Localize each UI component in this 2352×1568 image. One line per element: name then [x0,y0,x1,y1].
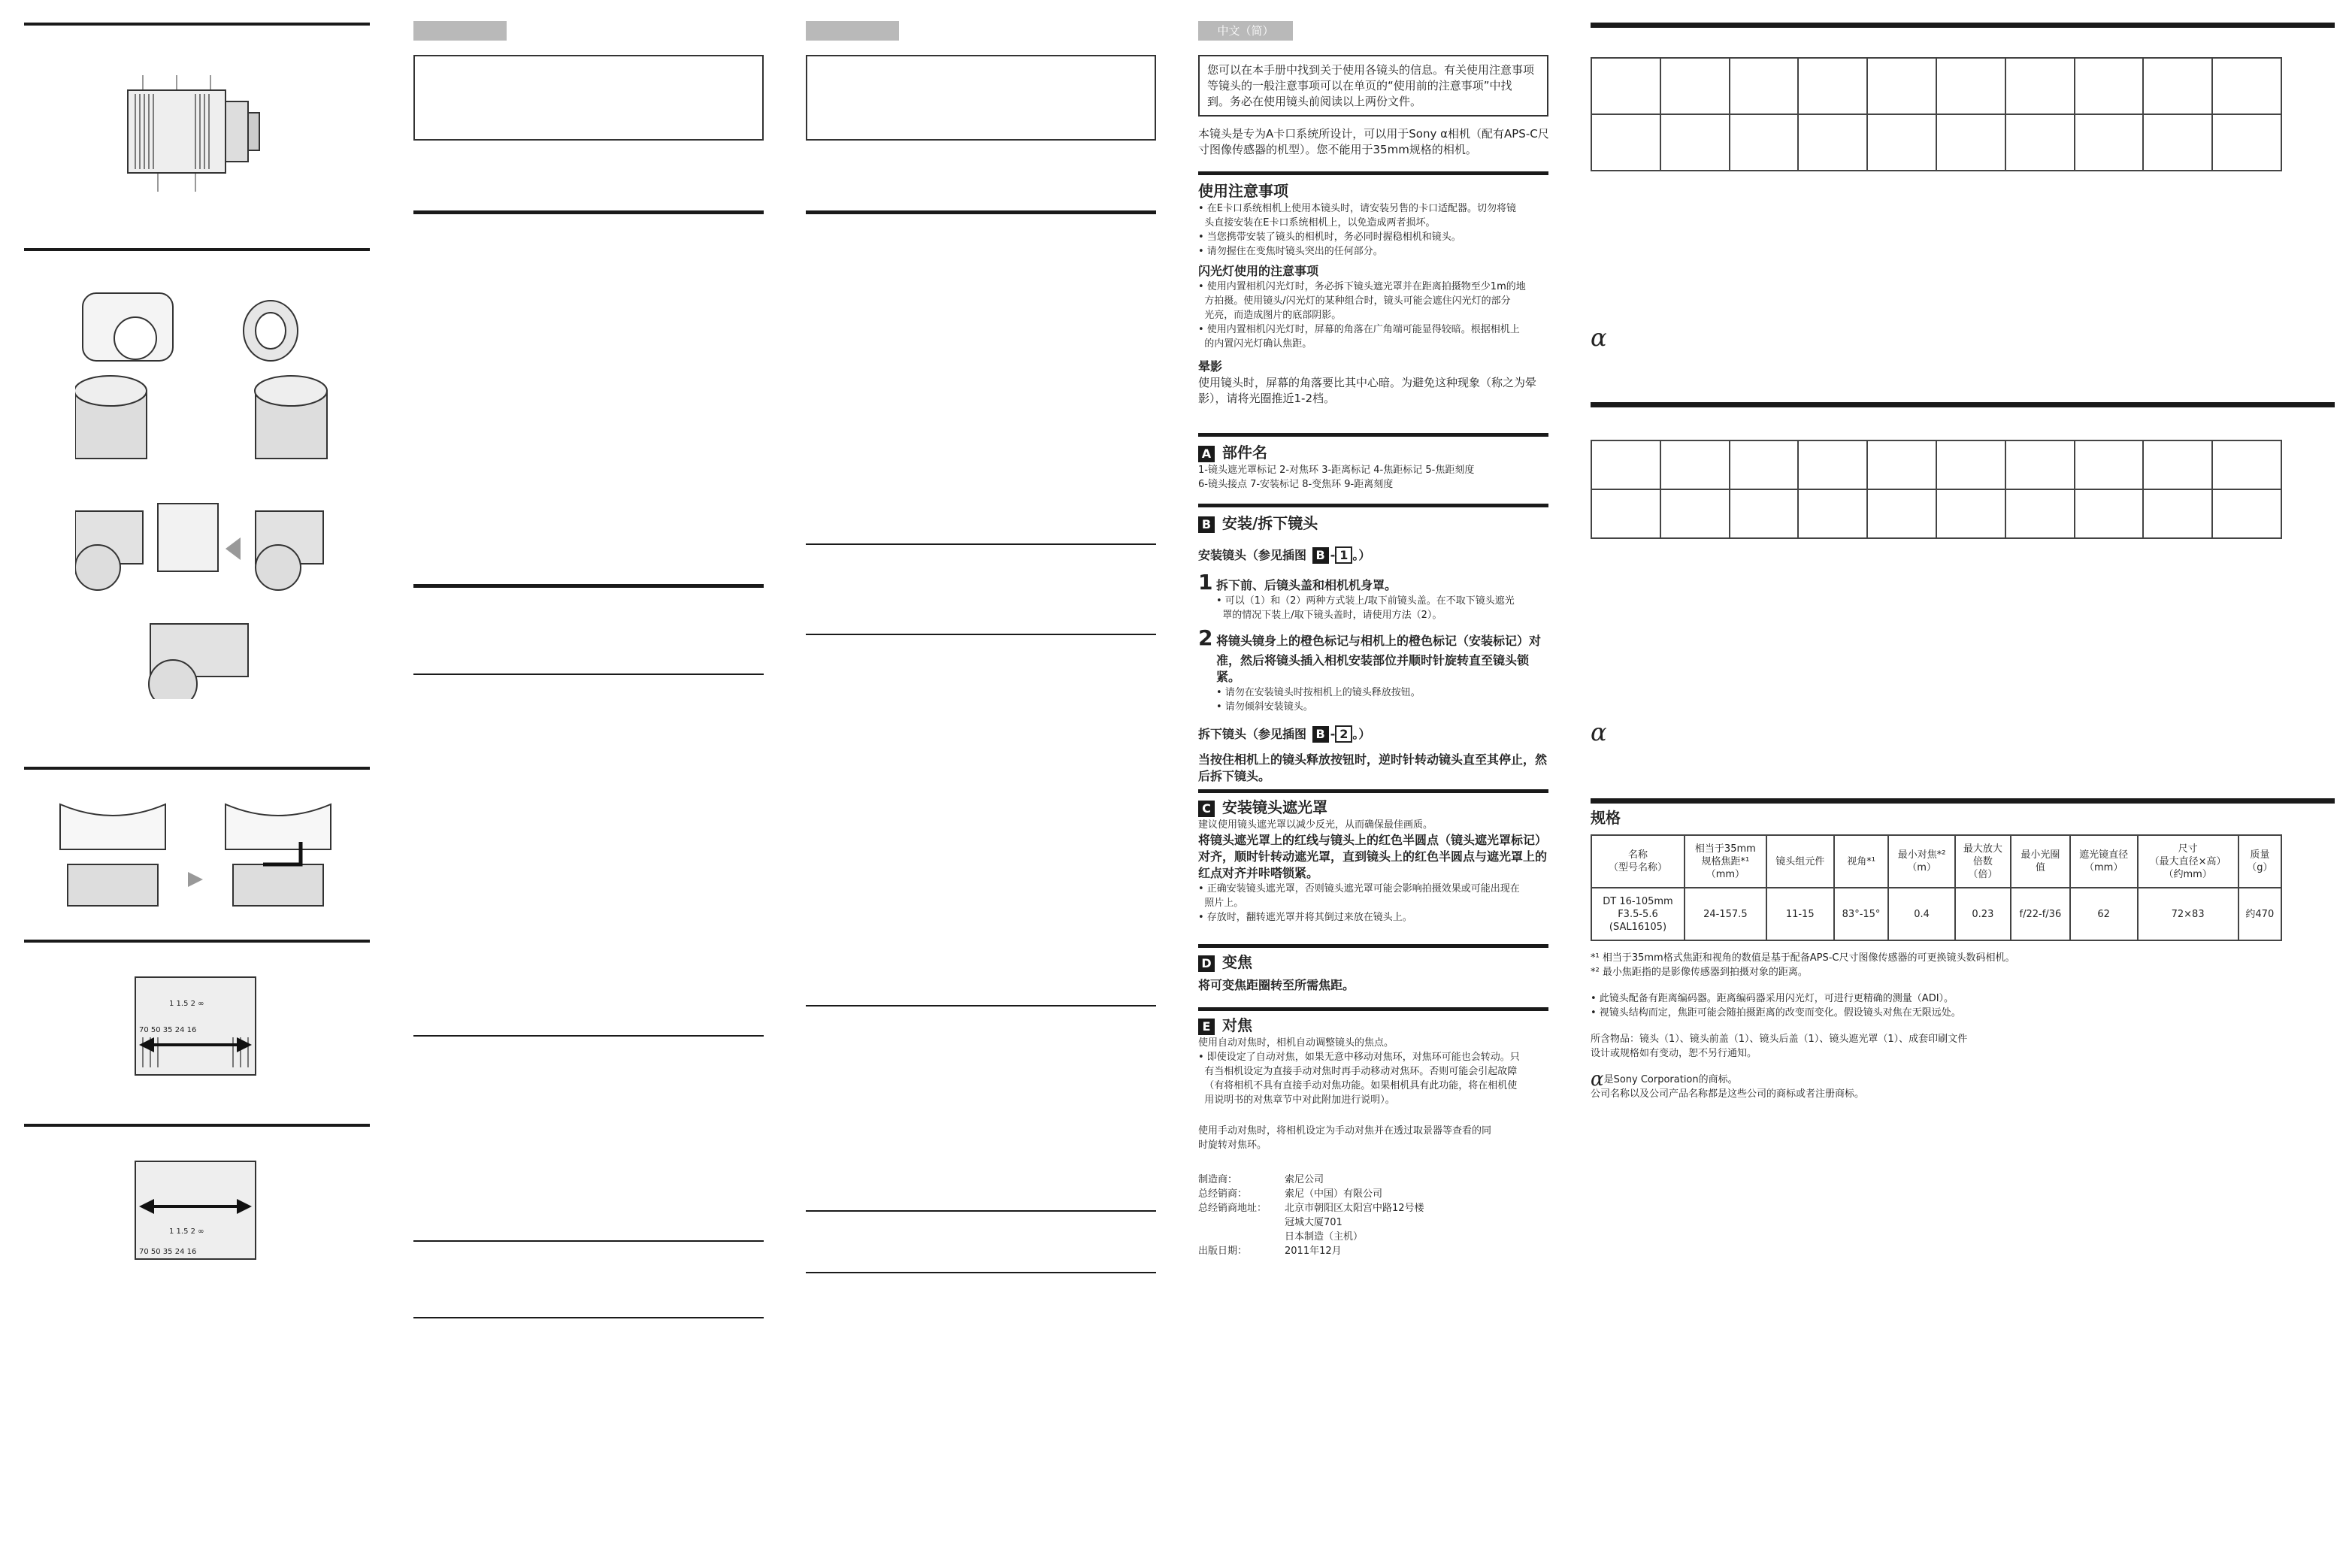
manual-focus-text: 使用手动对焦时，将相机设定为手动对焦并在透过取景器等查看的同 [1198,1125,1492,1137]
step2-text: 准，然后将镜头插入相机安装部位并顺时针旋转直至镜头锁紧。 [1216,653,1530,684]
flash-bullet: 方拍摄。使用镜头/闪光灯的某种组合时，镜头可能会遮住闪光灯的部分 [1198,295,1511,307]
intro-box-blank-2 [806,55,1156,141]
alpha-logo-1: α [1591,323,1607,352]
focus-bullet: 用说明书的对焦章节中对此附加进行说明）。 [1198,1094,1395,1106]
flash-bullet: 的内置闪光灯确认焦距。 [1198,338,1312,350]
design-note: 设计或规格如有变动，恕不另行通知。 [1591,1048,1757,1059]
intro-box-blank-1 [413,55,764,141]
spec-bullet: • 视镜头结构而定，焦距可能会随拍摄距离的改变而变化。假设镜头对焦在无限远处。 [1591,1007,1961,1019]
focus-bullet: • 即使设定了自动对焦，如果无意中移动对焦环，对焦环可能也会转动。只 [1198,1052,1520,1063]
attach-lens-illustrations [75,278,331,699]
spec-header: 遮光镜直径 （mm） [2070,835,2138,888]
section-e-title: 对焦 [1222,1016,1252,1034]
alpha-logo-2: α [1591,718,1607,746]
col2-rule-4 [413,1035,764,1037]
section-letter: E [1198,1019,1215,1035]
col2-rule-6 [413,1317,764,1318]
spec-header: 最小光圈 值 [2011,835,2070,888]
section-c-title: 安装镜头遮光罩 [1222,798,1327,816]
trademark-text: 是Sony Corporation的商标。 [1603,1074,1738,1085]
section-rule-a [24,23,370,26]
spec-value: f/22-f/36 [2011,888,2070,940]
company-value: 索尼公司 [1285,1174,1324,1185]
spec-header: 镜头组元件 [1766,835,1834,888]
spec-rule-1 [1591,23,2335,28]
intro-paragraph [1198,126,1549,158]
col2-rule-3 [413,674,764,675]
ref-suffix: 。） [1352,548,1371,562]
precaution-bullet: • 在E卡口系统相机上使用本镜头时，请安装另售的卡口适配器。切勿将镜 [1198,203,1517,214]
col2-rule-2 [413,584,764,588]
intro-box [1198,55,1548,117]
section-c-rule [1198,789,1548,793]
flash-bullet: • 使用内置相机闪光灯时，屏幕的角落在广角端可能显得较暗。根据相机上 [1198,324,1520,335]
hood-instruction: 对齐，顺时针转动遮光罩，直到镜头上的红色半圆点与遮光罩上的 [1198,849,1548,864]
section-letter: A [1198,446,1215,462]
section-rule-c [24,767,370,770]
parts-line: 6-镜头接点 7-安装标记 8-变焦环 9-距离刻度 [1198,479,1394,490]
attach-title-text: 安装镜头（参见插图 [1198,548,1307,562]
focus-bullet: （有将相机不具有直接手动对焦功能。如果相机具有此功能，将在相机使 [1198,1080,1518,1091]
spec-rule-2 [1591,402,2335,407]
ref-letter: B [1312,547,1329,564]
section-letter: B [1198,516,1215,533]
spec-header: 名称 （型号名称） [1591,835,1685,888]
spec-value: 83°-15° [1834,888,1889,940]
flash-bullet: 光亮，而造成图片的底部阴影。 [1198,310,1342,321]
spec-value: 0.4 [1888,888,1954,940]
specs-table [1591,834,2282,941]
spec-value: 11-15 [1766,888,1834,940]
section-rule-e [24,1124,370,1127]
spec-value: DT 16-105mm F3.5-5.6 (SAL16105) [1591,888,1685,940]
col2-rule-1 [413,210,764,214]
spec-note: *¹ 相当于35mm格式焦距和视角的数值是基于配备APS-C尺寸图像传感器的可更换镜头数码相机。 [1591,952,2015,964]
vignette-text: 使用镜头时，屏幕的角落要比其中心暗。为避免这种现象（称之为晕 [1198,376,1537,389]
intro-para-line: 寸图像传感器的机型）。您不能用于35mm规格的相机。 [1198,143,1477,156]
section-a-title: 部件名 [1222,443,1267,462]
section-e-rule [1198,1007,1548,1011]
intro-para-line: 本镜头是专为A卡口系统所设计，可以用于Sony α相机（配有APS-C尺 [1198,127,1549,141]
blank-spec-table-2 [1591,440,2282,539]
flash-bullet: • 使用内置相机闪光灯时，务必拆下镜头遮光罩并在距离拍摄物至少1m的地 [1198,281,1526,292]
precautions-rule [1198,171,1548,175]
zoom-distance-scale: 1 1.5 2 ∞ [169,1000,204,1008]
detach-text: 后拆下镜头。 [1198,769,1271,783]
company-value: 冠城大厦701 [1285,1217,1342,1228]
manual-focus-text: 时旋转对焦环。 [1198,1140,1267,1151]
section-c [1198,797,1548,925]
intro-line: 等镜头的一般注意事项可以在单页的“使用前的注意事项”中找 [1207,79,1512,92]
zoom-focal-scale: 70 50 35 24 16 [139,1026,197,1034]
spec-note: *² 最小焦距指的是影像传感器到拍摄对象的距离。 [1591,967,1808,978]
company-value: 日本制造（主机） [1285,1231,1364,1243]
company-label: 制造商： [1198,1174,1238,1185]
spec-header: 相当于35mm 规格焦距*¹ （mm） [1685,835,1766,888]
spec-value: 约470 [2238,888,2281,940]
company-value: 2011年12月 [1285,1246,1342,1257]
detach-title-text: 拆下镜头（参见插图 [1198,727,1307,741]
hood-illustration [53,797,353,910]
section-rule-d [24,940,370,943]
section-d [1198,952,1548,994]
hood-bullet: 照片上。 [1198,898,1244,909]
section-d-title: 变焦 [1222,953,1252,971]
spec-value: 0.23 [1955,888,2011,940]
section-letter: C [1198,801,1215,817]
company-value: 索尼（中国）有限公司 [1285,1188,1383,1200]
section-d-rule [1198,944,1548,948]
focus-bullet: 有当相机设定为直接手动对焦时再手动移动对焦环。否则可能会引起故障 [1198,1066,1518,1077]
hood-bullet: • 存放时，翻转遮光罩并将其倒过来放在镜头上。 [1198,912,1412,923]
step1-bullet: 罩的情况下装上/取下镜头盖时，请使用方法（2）。 [1216,610,1442,621]
precautions-section [1198,180,1548,407]
col3-rule-6 [806,1272,1156,1273]
company-info [1198,1173,1548,1258]
detach-text: 当按住相机上的镜头释放按钮时，逆时针转动镜头直至其停止，然 [1198,752,1548,767]
spec-header: 最小对焦*² （m） [1888,835,1954,888]
section-b-rule [1198,504,1548,507]
company-label: 总经销商地址： [1198,1203,1267,1214]
vignette-text: 影），请将光圈推近1-2档。 [1198,392,1336,405]
col3-rule-3 [806,634,1156,635]
specs-notes [1591,951,2335,1101]
precautions-title: 使用注意事项 [1198,182,1288,200]
zoom-text: 将可变焦距圈转至所需焦距。 [1198,978,1355,992]
focus-text: 使用自动对焦时，相机自动调整镜头的焦点。 [1198,1037,1394,1049]
ref-number: 1 [1335,546,1352,564]
spec-bullet: • 此镜头配备有距离编码器。距离编码器采用闪光灯，可进行更精确的测量（ADI）。 [1591,993,1954,1004]
step1-text: 拆下前、后镜头盖和相机机身罩。 [1216,578,1397,592]
specs-title: 规格 [1591,809,1621,827]
company-label: 总经销商： [1198,1188,1248,1200]
section-e [1198,1015,1548,1152]
col3-rule-5 [806,1210,1156,1212]
step2-bullet: • 请勿倾斜安装镜头。 [1216,701,1313,713]
col3-rule-4 [806,1005,1156,1006]
company-label: 出版日期： [1198,1246,1248,1257]
specs-value-row [1591,888,2281,940]
intro-line: 您可以在本手册中找到关于使用各镜头的信息。有关使用注意事项 [1207,63,1535,77]
detach-title: 拆下镜头（参见插图 B - 2 。） [1198,727,1371,741]
step1-bullet: • 可以（1）和（2）两种方式装上/取下前镜头盖。在不取下镜头遮光 [1216,595,1515,607]
company-value: 北京市朝阳区太阳宫中路12号楼 [1285,1203,1424,1214]
lang-tab-chinese: 中文（简） [1198,21,1293,41]
section-rule-b [24,248,370,251]
spec-header: 质量 （g） [2238,835,2281,888]
parts-line: 1-镜头遮光罩标记 2-对焦环 3-距离标记 4-焦距标记 5-焦距刻度 [1198,465,1475,476]
spec-value: 72×83 [2138,888,2238,940]
hood-instruction: 红点对齐并咔嗒锁紧。 [1198,866,1319,880]
intro-line: 到。务必在使用镜头前阅读以上两份文件。 [1207,95,1422,108]
ref-suffix: 。） [1352,727,1371,741]
ref-number: 2 [1335,725,1352,743]
step-number: 2 [1198,625,1213,650]
section-a [1198,442,1548,492]
precaution-bullet: • 当您携带安装了镜头的相机时，务必同时握稳相机和镜头。 [1198,232,1461,243]
hood-bullet: • 正确安装镜头遮光罩，否则镜头遮光罩可能会影响拍摄效果或可能出现在 [1198,883,1520,894]
hood-intro: 建议使用镜头遮光罩以减少反光，从而确保最佳画质。 [1198,819,1433,831]
focus-distance-scale: 1 1.5 2 ∞ [169,1227,204,1236]
spec-header: 尺寸 （最大直径×高） （约mm） [2138,835,2238,888]
flash-title: 闪光灯使用的注意事项 [1198,264,1319,278]
blank-spec-table-1 [1591,57,2282,171]
specs-header-row [1591,835,2281,888]
col3-rule-2 [806,543,1156,545]
ref-letter: B [1312,726,1329,743]
section-b-title: 安装/拆下镜头 [1222,514,1318,532]
lens-parts-illustration [113,68,286,203]
step-number: 1 [1198,570,1213,595]
spec-value: 24-157.5 [1685,888,1766,940]
step2-text: 将镜头镜身上的橙色标记与相机上的橙色标记（安装标记）对 [1216,634,1542,648]
lang-tab-blank-2 [806,21,899,41]
precaution-bullet: • 请勿握住在变焦时镜头突出的任何部分。 [1198,246,1383,257]
included-items: 所含物品：镜头（1）、镜头前盖（1）、镜头后盖（1）、镜头遮光罩（1）、成套印刷文件 [1591,1034,1968,1045]
section-a-rule [1198,433,1548,437]
spec-header: 视角*¹ [1834,835,1889,888]
col3-rule-1 [806,210,1156,214]
hood-instruction: 将镜头遮光罩上的红线与镜头上的红色半圆点（镜头遮光罩标记） [1198,833,1548,847]
spec-rule-3 [1591,798,2335,804]
spec-header: 最大放大 倍数 （倍） [1955,835,2011,888]
attach-title: 安装镜头（参见插图 B - 1 。） [1198,548,1371,562]
section-b [1198,513,1548,785]
spec-value: 62 [2070,888,2138,940]
precaution-bullet: 头直接安装在E卡口系统相机上，以免造成两者损坏。 [1198,217,1436,229]
focus-focal-scale: 70 50 35 24 16 [139,1248,197,1256]
alpha-trademark-symbol: α [1591,1068,1604,1091]
vignette-title: 晕影 [1198,359,1223,374]
step2-bullet: • 请勿在安装镜头时按相机上的镜头释放按钮。 [1216,687,1421,698]
col2-rule-5 [413,1240,764,1242]
trademark-text: 公司名称以及公司产品名称都是这些公司的商标或者注册商标。 [1591,1088,1865,1100]
lang-tab-blank-1 [413,21,507,41]
section-letter: D [1198,955,1215,972]
